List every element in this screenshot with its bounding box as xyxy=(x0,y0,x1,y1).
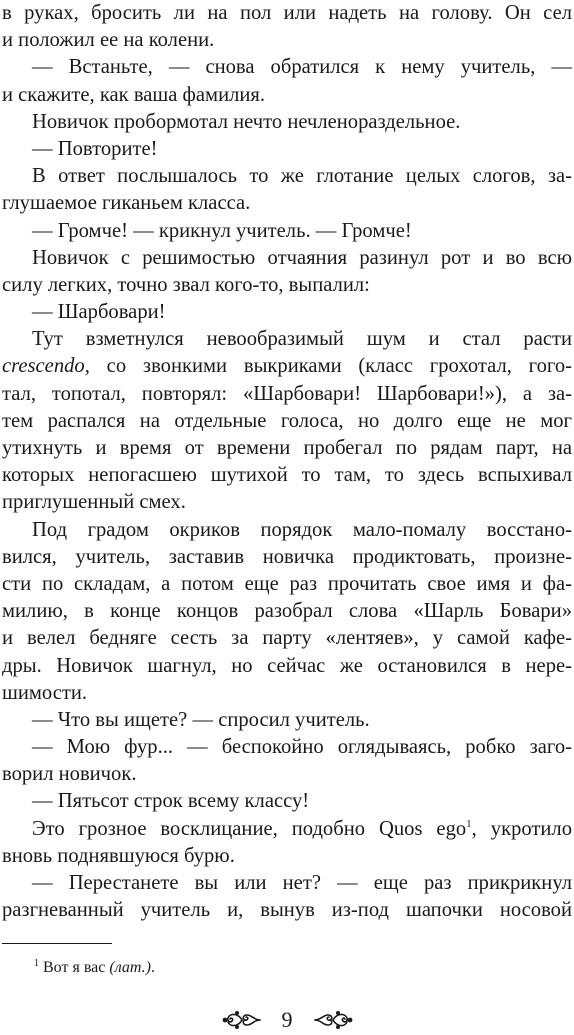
footnote xyxy=(34,958,155,978)
text-line: приглушенный смех. xyxy=(2,491,186,514)
text-line: — Громче! — крикнул учитель. — Громче! xyxy=(32,219,412,242)
footnote-language: (лат.) xyxy=(109,959,151,976)
text-segment: со звонкими выкриками (класс грохотал, гого- xyxy=(89,355,572,378)
text-line: утихнуть и время от времени пробегал по рядам парт, на xyxy=(2,437,572,459)
text-line: глушаемое гиканьем класса. xyxy=(2,192,251,215)
text-line: сти по складам, а потом еще раз прочитать свое имя и фа- xyxy=(2,572,572,595)
text-line xyxy=(2,816,572,843)
text-line: и положил ее на колени. xyxy=(2,29,215,52)
body-text xyxy=(2,0,572,924)
text-line: В ответ послышалось то же глотание целых слогов, за- xyxy=(32,165,572,188)
text-line: Под градом окриков порядок мало-помалу восстано- xyxy=(32,518,572,541)
footnote-separator xyxy=(2,943,112,944)
text-line: Тут взметнулся невообразимый шум и стал расти xyxy=(32,328,572,351)
text-line: — Повторите! xyxy=(32,137,158,160)
text-line: вился, учитель, заставив новичка продиктовать, произне- xyxy=(2,545,572,568)
text-line: которых непогасшею шутихой то там, то здесь вспыхивал xyxy=(2,464,572,487)
text-line: тем распался на отдельные голоса, но долго еще не мог xyxy=(2,409,572,432)
text-segment: Это грозное восклицание, подобно Quos ego xyxy=(32,817,467,840)
text-segment: , укротило xyxy=(471,817,573,840)
text-line: в руках, бросить ли на пол или надеть на голову. Он сел xyxy=(2,2,572,24)
footnote-ref: 1 xyxy=(466,817,472,830)
text-line: — Перестанете вы или нет? — еще раз прикрикнул xyxy=(32,872,572,894)
text-line: дры. Новичок шагнул, но сейчас же остановился в нере- xyxy=(2,654,572,677)
text-line: — Шарбовари! xyxy=(32,301,166,324)
text-line: ворил новичок. xyxy=(2,763,137,786)
page-number: 9 xyxy=(281,1007,293,1032)
text-line: — Пятьсот строк всему классу! xyxy=(32,790,310,813)
text-line: Новичок с решимостью отчаяния разинул рот и во всю xyxy=(32,246,572,269)
text-line: вновь поднявшуюся бурю. xyxy=(2,844,235,867)
text-line: и скажите, как ваша фамилия. xyxy=(2,83,266,106)
right-ornament-icon xyxy=(311,1009,353,1031)
footnote-text: Вот я вас xyxy=(39,959,110,976)
text-line: разгневанный учитель и, вынув из-под шапочки носовой xyxy=(2,899,572,922)
text-line: — Мою фур... — беспокойно оглядываясь, робко заго- xyxy=(32,736,572,759)
text-line: милию, в конце концов разобрал слова «Шарль Бовари» xyxy=(2,600,572,623)
text-line: — Что вы ищете? — спросил учитель. xyxy=(32,708,370,731)
text-line: тал, топотал, повторял: «Шарбовари! Шарбовари!»), а за- xyxy=(2,382,572,405)
left-ornament-icon xyxy=(222,1009,264,1031)
footnote-tail: . xyxy=(150,959,155,976)
text-line: шимости. xyxy=(2,681,88,704)
italic-term: crescendo, xyxy=(2,355,90,378)
footnote-number: 1 xyxy=(34,958,39,969)
text-line: Новичок пробормотал нечто нечленораздельное. xyxy=(32,110,461,133)
page-footer xyxy=(0,1005,574,1035)
text-line xyxy=(2,353,572,380)
text-line: силу легких, точно звал кого-то, выпалил: xyxy=(2,273,370,296)
text-line: и велел бедняге сесть за парту «лентяев», у самой кафе- xyxy=(2,627,572,650)
text-line: — Встаньте, — снова обратился к нему учитель, — xyxy=(32,56,572,79)
